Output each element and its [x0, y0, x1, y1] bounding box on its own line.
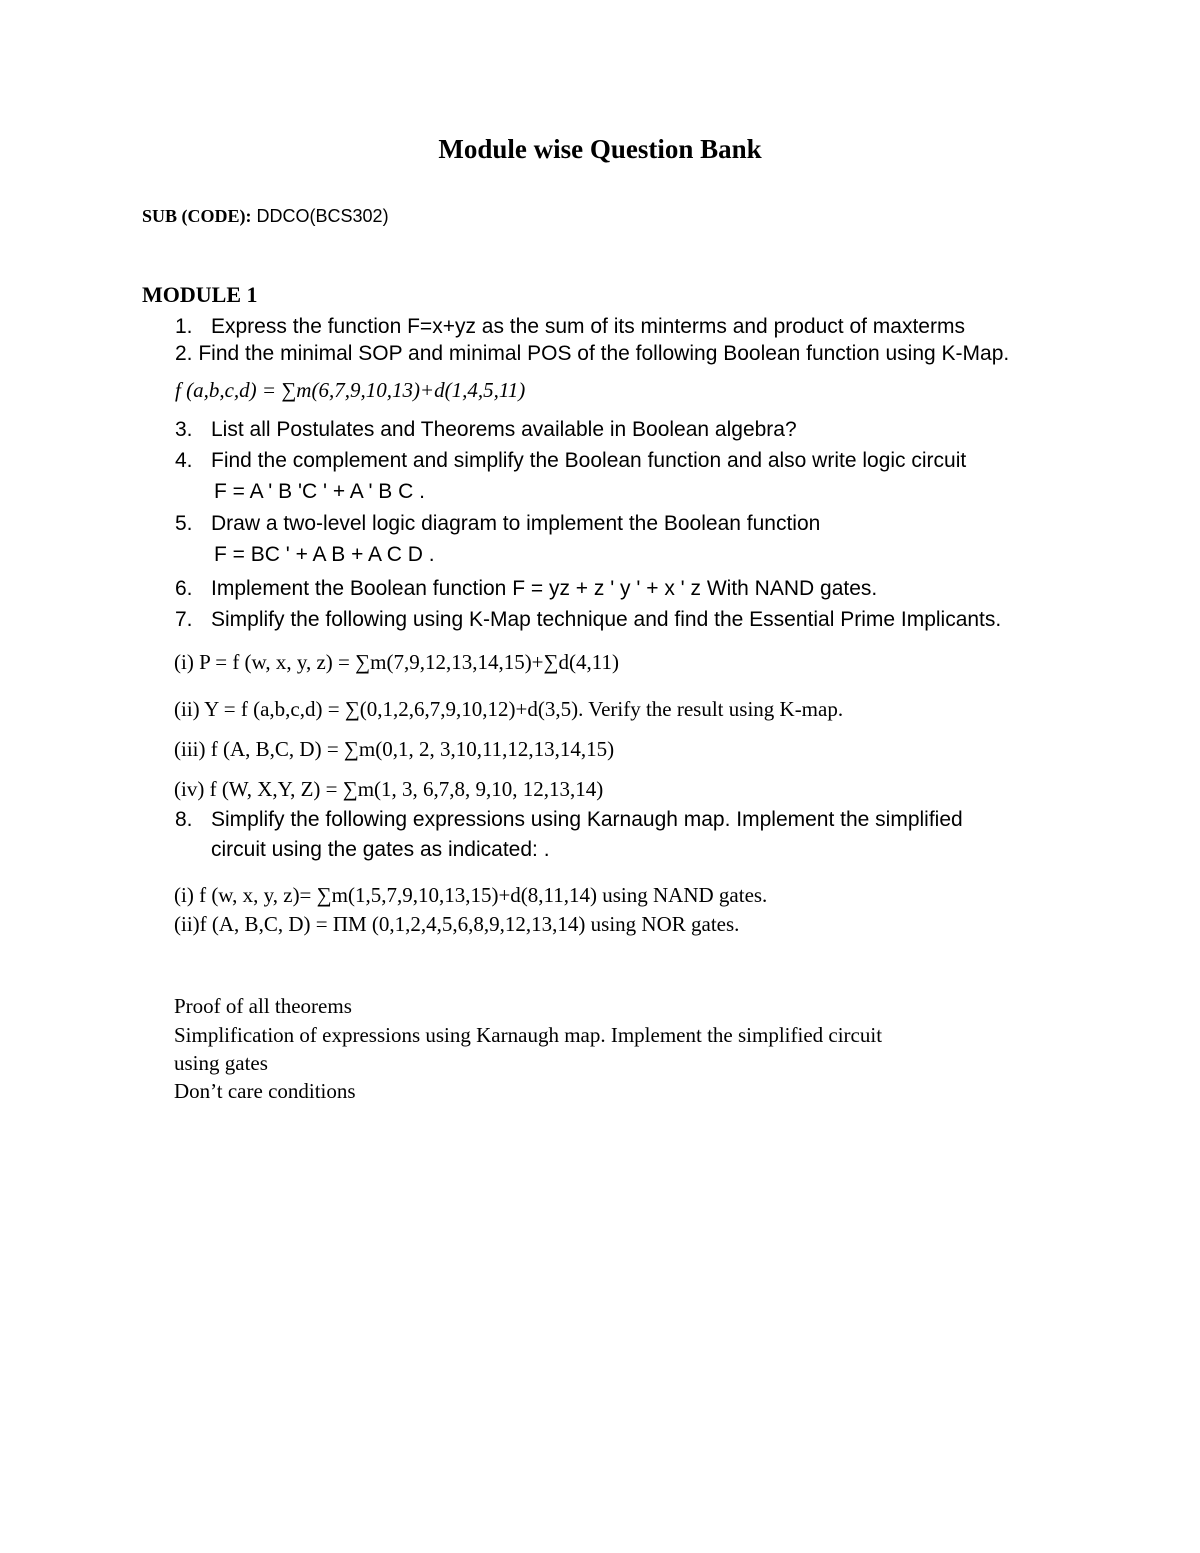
question-2-expression: f (a,b,c,d) = ∑m(6,7,9,10,13)+d(1,4,5,11)	[175, 378, 526, 402]
question-text: List all Postulates and Theorems available in Boolean algebra?	[211, 418, 797, 441]
question-8-continuation: circuit using the gates as indicated: .	[211, 838, 550, 861]
question-1	[175, 315, 965, 339]
question-number: 4.	[175, 449, 193, 472]
question-4-expression: F = A ' B 'C ' + A ' B C .	[214, 480, 425, 503]
question-number: 2.	[175, 342, 193, 365]
question-4	[175, 449, 966, 473]
question-text: Simplify the following using K-Map technique and find the Essential Prime Implicants.	[211, 608, 1002, 631]
question-3	[175, 418, 797, 442]
topic-item: Don’t care conditions	[174, 1079, 356, 1103]
question-8	[175, 808, 963, 832]
question-7	[175, 608, 1001, 632]
question-5-expression: F = BC ' + A B + A C D .	[214, 543, 435, 566]
question-text: Find the minimal SOP and minimal POS of the following Boolean function using K-Map.	[198, 342, 1010, 365]
question-7-part-4: (iv) f (W, X,Y, Z) = ∑m(1, 3, 6,7,8, 9,10, 12,13,14)	[174, 777, 604, 801]
subject-label: SUB (CODE):	[142, 206, 252, 226]
question-number: 6.	[175, 577, 193, 600]
question-6	[175, 577, 877, 601]
question-number: 8.	[175, 808, 193, 831]
question-number: 7.	[175, 608, 193, 631]
question-2	[175, 342, 1009, 366]
page-title: Module wise Question Bank	[438, 134, 762, 164]
question-number: 3.	[175, 418, 193, 441]
question-7-part-2: (ii) Y = f (a,b,c,d) = ∑(0,1,2,6,7,9,10,12)+d(3,5). Verify the result using K-map.	[174, 697, 844, 721]
question-text: Draw a two-level logic diagram to implement the Boolean function	[211, 512, 821, 535]
question-number: 1.	[175, 315, 193, 338]
question-text: Find the complement and simplify the Boolean function and also write logic circuit	[211, 449, 967, 472]
subject-code	[142, 206, 389, 227]
subject-value: DDCO(BCS302)	[256, 206, 389, 226]
question-text: Implement the Boolean function F = yz + z ' y ' + x ' z With NAND gates.	[211, 577, 878, 600]
topic-item: Simplification of expressions using Karnaugh map. Implement the simplified circuit	[174, 1023, 883, 1047]
question-8-part-1: (i) f (w, x, y, z)= ∑m(1,5,7,9,10,13,15)+d(8,11,14) using NAND gates.	[174, 883, 768, 907]
question-7-part-3: (iii) f (A, B,C, D) = ∑m(0,1, 2, 3,10,11,12,13,14,15)	[174, 737, 615, 761]
question-number: 5.	[175, 512, 193, 535]
question-5	[175, 512, 820, 536]
module-heading: MODULE 1	[142, 282, 258, 307]
question-text: Express the function F=x+yz as the sum of its minterms and product of maxterms	[211, 315, 965, 338]
topic-item: Proof of all theorems	[174, 994, 352, 1018]
question-8-part-2: (ii)f (A, B,C, D) = ΠM (0,1,2,4,5,6,8,9,12,13,14) using NOR gates.	[174, 912, 740, 936]
topic-item: using gates	[174, 1051, 268, 1075]
question-7-part-1: (i) P = f (w, x, y, z) = ∑m(7,9,12,13,14,15)+∑d(4,11)	[174, 650, 619, 674]
question-text: Simplify the following expressions using Karnaugh map. Implement the simplified	[211, 808, 963, 831]
